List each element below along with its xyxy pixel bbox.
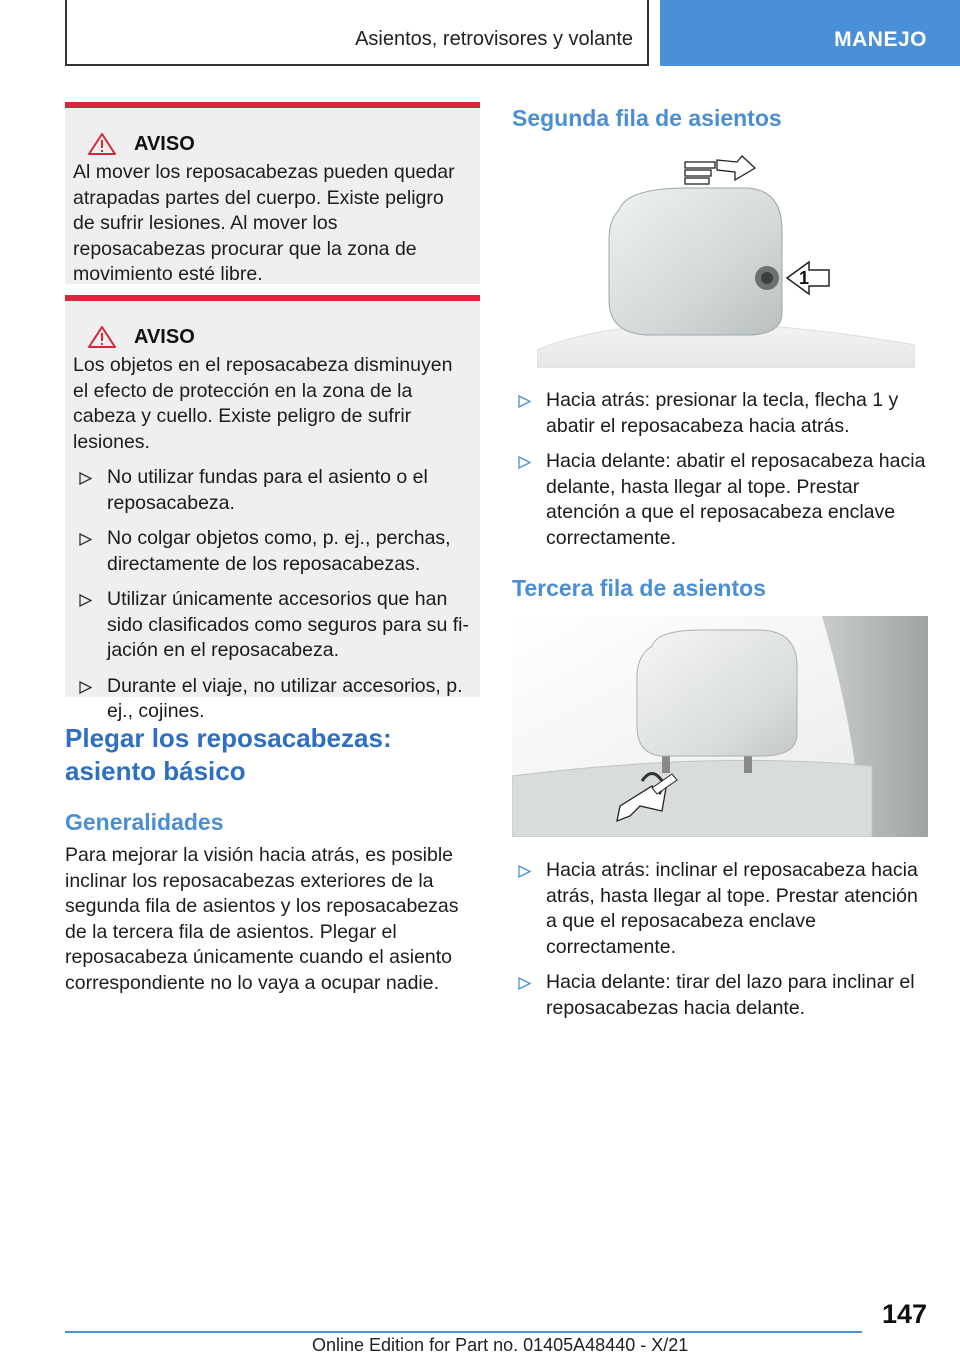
warning-icon [87,132,117,156]
warning-list [73,465,470,725]
warning-title: AVISO [134,132,195,155]
footer-edition: Online Edition for Part no. 01405A48440 - X/21 [312,1335,689,1355]
header-chapter-label: MANEJO [834,28,927,51]
list-item: Hacia delante: tirar del lazo para inclinar el reposacabezas hacia delante. [512,970,927,1021]
third-row-list [512,858,927,1031]
triangle-bullet-icon [518,450,531,478]
header-section-title: Asientos, retrovisores y volante [355,28,633,50]
list-item: Hacia atrás: presionar la tecla, flecha 1 y abatir el reposacabeza hacia atrás. [512,388,927,439]
second-row-list [512,388,927,561]
list-item: Durante el viaje, no utilizar accesorios, p. ej., cojines. [73,674,470,725]
warning-text: Al mover los reposacabezas pueden quedar atrapadas partes del cuerpo. Existe peligro de sufrir lesiones. Al mover los reposacabezas procurar que la zona de movimiento esté libre. [73,161,455,285]
list-item: No colgar objetos como, p. ej., perchas, directamente de los reposacabezas. [73,526,470,577]
triangle-bullet-icon [79,466,92,494]
list-item: Hacia delante: abatir el reposacabeza hacia delante, hasta llegar al tope. Prestar atención a que el reposacabeza enclave correctamente. [512,449,927,551]
headrest-illustration [537,150,915,368]
warning-icon [87,325,117,349]
list-item: Utilizar únicamente accesorios que han sido clasificados como seguros para su fijación en el reposacabeza. [73,587,470,664]
footer-divider [65,1331,862,1333]
triangle-bullet-icon [518,971,531,999]
figure-label: 1 [799,268,810,288]
page-number: 147 [881,1299,927,1329]
warning-text: Los objetos en el reposacabeza disminuyen el efecto de protección en la zona de la cabeza y cuello. Existe peligro de sufrir lesiones. [73,354,453,453]
warning-title-row [73,132,470,156]
list-item: No utilizar fundas para el asiento o el reposacabeza. [73,465,470,516]
section-heading-fold: Plegar los reposacabezas: asiento básico [65,723,392,786]
list-item: Hacia atrás: inclinar el reposacabeza hacia atrás, hasta llegar al tope. Prestar atención a que el reposacabeza enclave correctamente. [512,858,927,960]
warning-box-1 [65,102,480,284]
warning-box-2 [65,295,480,722]
header-chapter-tab [660,0,960,66]
triangle-bullet-icon [518,859,531,887]
warning-title-row [73,325,470,349]
general-paragraph: Para mejorar la visión hacia atrás, es posible inclinar los reposacabezas exteriores de la segunda fila de asientos y los reposacabezas de la tercera fila de asientos. Plegar el reposacabeza únicamente cuando el asiento correspondiente no lo vaya a ocupar nadie. [65,844,459,994]
heading-second-row: Segunda fila de asientos [512,105,782,131]
headrest-illustration [512,616,928,837]
triangle-bullet-icon [79,527,92,555]
heading-third-row: Tercera fila de asientos [512,575,766,601]
subheading-general: Generalidades [65,809,224,835]
third-row-headrest-figure [512,616,928,837]
triangle-bullet-icon [79,588,92,616]
triangle-bullet-icon [518,389,531,417]
warning-title: AVISO [134,325,195,348]
triangle-bullet-icon [79,675,92,703]
second-row-headrest-figure [537,150,915,368]
header-section-box [65,0,649,66]
